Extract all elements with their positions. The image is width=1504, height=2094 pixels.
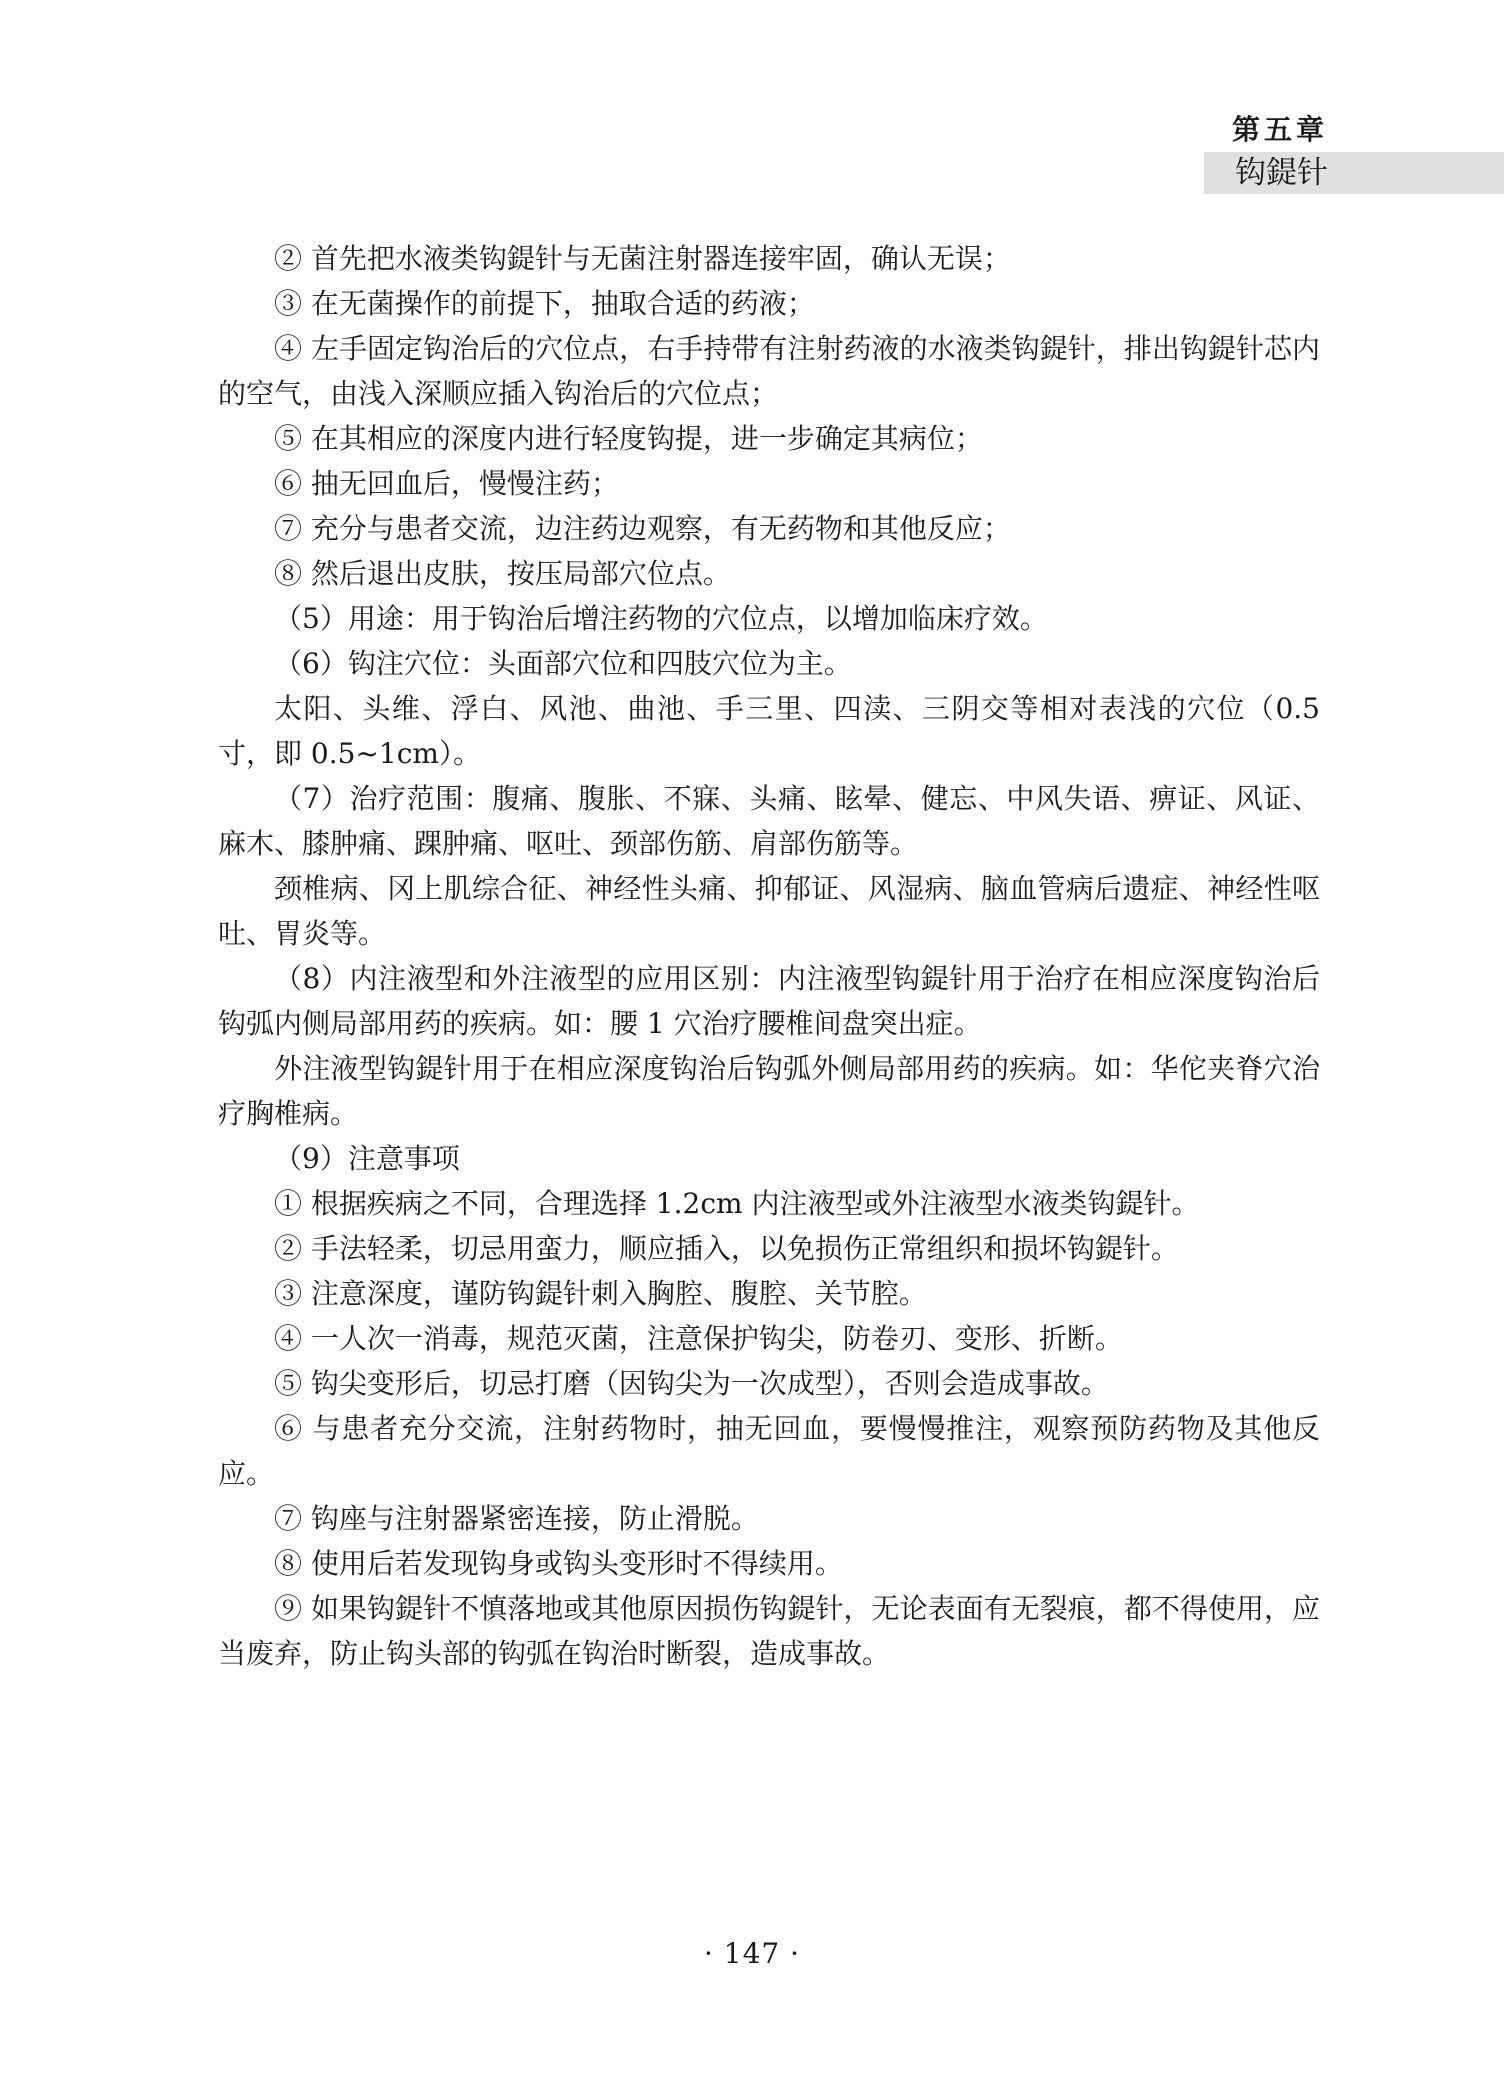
paragraph: 外注液型钩鍉针用于在相应深度钩治后钩弧外侧局部用药的疾病。如：华佗夹脊穴治疗胸椎病。 — [218, 1052, 1320, 1130]
paragraph: （5）用途：用于钩治后增注药物的穴位点，以增加临床疗效。 — [274, 602, 1048, 635]
paragraph: ⑥ 与患者充分交流，注射药物时，抽无回血，要慢慢推注，观察预防药物及其他反应。 — [218, 1412, 1320, 1490]
paragraph: ② 手法轻柔，切忌用蛮力，顺应插入，以免损伤正常组织和损坏钩鍉针。 — [274, 1232, 1179, 1265]
paragraph: （8）内注液型和外注液型的应用区别：内注液型钩鍉针用于治疗在相应深度钩治后钩弧内侧局部用药的疾病。如：腰 1 穴治疗腰椎间盘突出症。 — [218, 962, 1320, 1040]
paragraph: ② 首先把水液类钩鍉针与无菌注射器连接牢固，确认无误； — [274, 242, 1011, 275]
paragraph: ⑥ 抽无回血后，慢慢注药； — [274, 467, 619, 500]
paragraph: 太阳、头维、浮白、风池、曲池、手三里、四渎、三阴交等相对表浅的穴位（0.5寸，即 0.5~1cm）。 — [218, 692, 1320, 770]
paragraph: ④ 一人次一消毒，规范灭菌，注意保护钩尖，防卷刃、变形、折断。 — [274, 1322, 1123, 1355]
paragraph: ⑤ 在其相应的深度内进行轻度钩提，进一步确定其病位； — [274, 422, 983, 455]
paragraph: ④ 左手固定钩治后的穴位点，右手持带有注射药液的水液类钩鍉针，排出钩鍉针芯内的空气，由浅入深顺应插入钩治后的穴位点； — [218, 332, 1320, 410]
paragraph: ⑤ 钩尖变形后，切忌打磨（因钩尖为一次成型），否则会造成事故。 — [274, 1367, 1109, 1400]
paragraph: ① 根据疾病之不同，合理选择 1.2cm 内注液型或外注液型水液类钩鍉针。 — [274, 1187, 1200, 1220]
chapter-title: 钩鍉针 — [1235, 155, 1328, 191]
paragraph: ⑦ 钩座与注射器紧密连接，防止滑脱。 — [274, 1502, 759, 1535]
paragraph: ③ 注意深度，谨防钩鍉针刺入胸腔、腹腔、关节腔。 — [274, 1277, 927, 1310]
chapter-title-bar — [1204, 152, 1504, 194]
paragraph: ③ 在无菌操作的前提下，抽取合适的药液； — [274, 287, 815, 320]
paragraph: ⑦ 充分与患者交流，边注药边观察，有无药物和其他反应； — [274, 512, 1011, 545]
paragraph: （6）钩注穴位：头面部穴位和四肢穴位为主。 — [274, 647, 852, 680]
chapter-label: 第五章 — [1231, 113, 1328, 146]
paragraph: ⑨ 如果钩鍉针不慎落地或其他原因损伤钩鍉针，无论表面有无裂痕，都不得使用，应当废弃，防止钩头部的钩弧在钩治时断裂，造成事故。 — [218, 1592, 1320, 1670]
paragraph: （9）注意事项 — [274, 1142, 460, 1175]
page-body — [218, 236, 1320, 1676]
page-number: · 147 · — [703, 1937, 801, 1970]
paragraph: （7）治疗范围：腹痛、腹胀、不寐、头痛、眩晕、健忘、中风失语、痹证、风证、麻木、膝肿痛、踝肿痛、呕吐、颈部伤筋、肩部伤筋等。 — [218, 782, 1320, 860]
paragraph: 颈椎病、冈上肌综合征、神经性头痛、抑郁证、风湿病、脑血管病后遗症、神经性呕吐、胃炎等。 — [218, 872, 1320, 950]
paragraph: ⑧ 然后退出皮肤，按压局部穴位点。 — [274, 557, 731, 590]
paragraph: ⑧ 使用后若发现钩身或钩头变形时不得续用。 — [274, 1547, 843, 1580]
